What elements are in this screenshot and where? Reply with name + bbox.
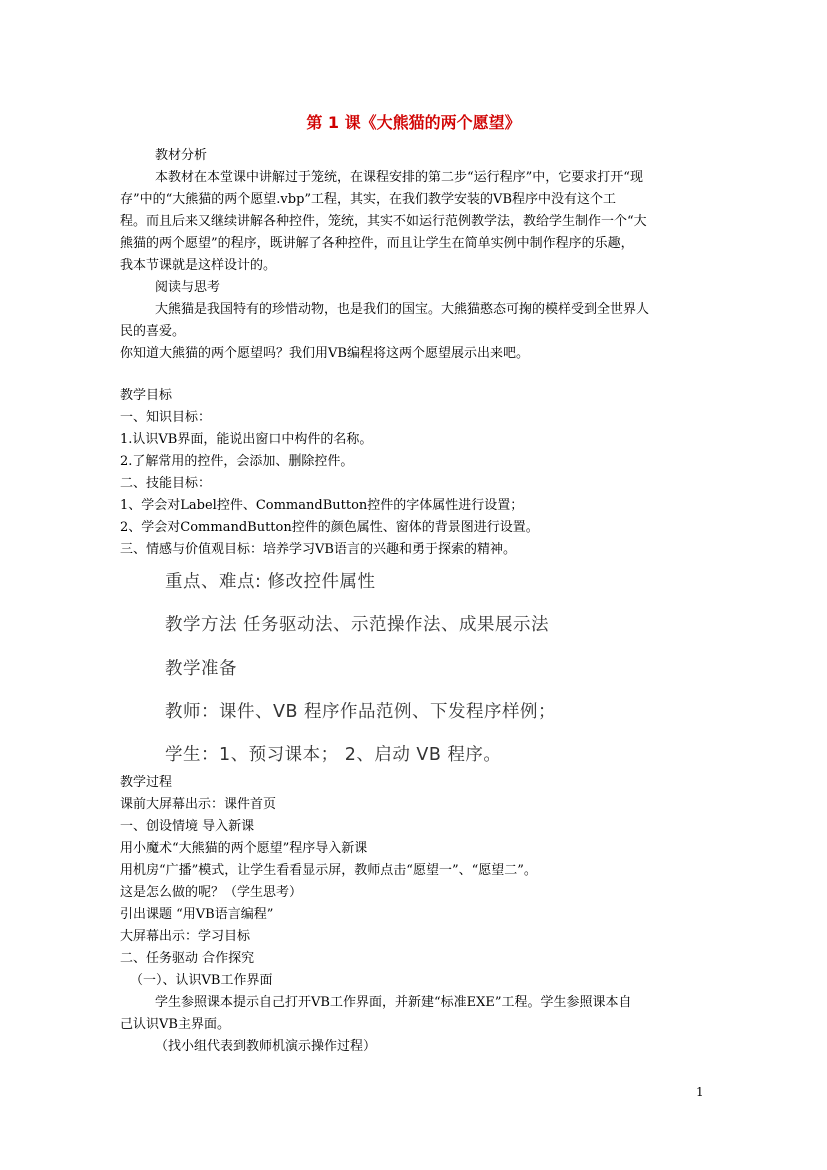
paragraph-line: 你知道大熊猫的两个愿望吗？我们用VB编程将这两个愿望展示出来吧。 bbox=[120, 346, 529, 361]
paragraph-line: 本教材在本堂课中讲解过于笼统，在课程安排的第二步“运行程序”中，它要求打开“现 bbox=[155, 170, 643, 185]
process-line: 用机房“广播”模式，让学生看看显示屏，教师点击“愿望一”、“愿望二”。 bbox=[120, 863, 537, 878]
student-prep-line: 学生：1、预习课本； 2、启动 VB 程序。 bbox=[165, 745, 502, 765]
paragraph-line: 存”中的“大熊猫的两个愿望.vbp”工程，其实，在我们教学安装的VB程序中没有这个工 bbox=[120, 192, 616, 207]
teaching-method-line: 教学方法 任务驱动法、示范操作法、成果展示法 bbox=[165, 615, 550, 635]
heading-reading: 阅读与思考 bbox=[155, 280, 221, 295]
process-line: 课前大屏幕出示：课件首页 bbox=[120, 797, 277, 812]
process-line: 这是怎么做的呢？（学生思考） bbox=[120, 885, 303, 900]
goal-line: 二、技能目标： bbox=[120, 476, 212, 491]
paragraph-line: 我本节课就是这样设计的。 bbox=[120, 258, 277, 273]
goal-line: 2.了解常用的控件，会添加、删除控件。 bbox=[120, 454, 354, 469]
goal-line: 一、知识目标： bbox=[120, 410, 212, 425]
paragraph-line: 民的喜爱。 bbox=[120, 324, 186, 339]
goal-line: 2、学会对CommandButton控件的颜色属性、窗体的背景图进行设置。 bbox=[120, 520, 539, 535]
paragraph-line: 大熊猫是我国特有的珍惜动物，也是我们的国宝。大熊猫憨态可掬的模样受到全世界人 bbox=[155, 302, 650, 317]
goal-line: 1.认识VB界面，能说出窗口中构件的名称。 bbox=[120, 432, 373, 447]
process-line: 用小魔术“大熊猫的两个愿望”程序导入新课 bbox=[120, 841, 368, 856]
goal-line: 1、学会对Label控件、CommandButton控件的字体属性进行设置； bbox=[120, 498, 524, 513]
process-line: （一）、认识VB工作界面 bbox=[130, 973, 273, 988]
process-line: 二、任务驱动 合作探究 bbox=[120, 951, 255, 966]
process-line: （找小组代表到教师机演示操作过程） bbox=[155, 1039, 377, 1054]
page-number: 1 bbox=[696, 1085, 704, 1099]
process-line: 己认识VB主界面。 bbox=[120, 1017, 230, 1032]
paragraph-line: 熊猫的两个愿望”的程序，既讲解了各种控件，而且让学生在简单实例中制作程序的乐趣， bbox=[120, 236, 634, 251]
heading-teaching-goals: 教学目标 bbox=[120, 388, 173, 403]
process-line: 大屏幕出示：学习目标 bbox=[120, 929, 251, 944]
teacher-prep-line: 教师：课件、VB 程序作品范例、下发程序样例； bbox=[165, 702, 557, 722]
key-points-line: 重点、难点: 修改控件属性 bbox=[165, 572, 376, 592]
process-line: 引出课题 “用VB语言编程” bbox=[120, 907, 274, 922]
teaching-prep-line: 教学准备 bbox=[165, 659, 237, 679]
process-line: 学生参照课本提示自己打开VB工作界面，并新建“标准EXE”工程。学生参照课本自 bbox=[155, 995, 632, 1010]
heading-textbook-analysis: 教材分析 bbox=[155, 148, 208, 163]
heading-teaching-process: 教学过程 bbox=[120, 775, 173, 790]
goal-line: 三、情感与价值观目标：培养学习VB语言的兴趣和勇于探索的精神。 bbox=[120, 542, 516, 557]
paragraph-line: 程。而且后来又继续讲解各种控件，笼统，其实不如运行范例教学法，教给学生制作一个“大 bbox=[120, 214, 647, 229]
process-line: 一、创设情境 导入新课 bbox=[120, 819, 255, 834]
lesson-title: 第 1 课《大熊猫的两个愿望》 bbox=[306, 113, 521, 132]
